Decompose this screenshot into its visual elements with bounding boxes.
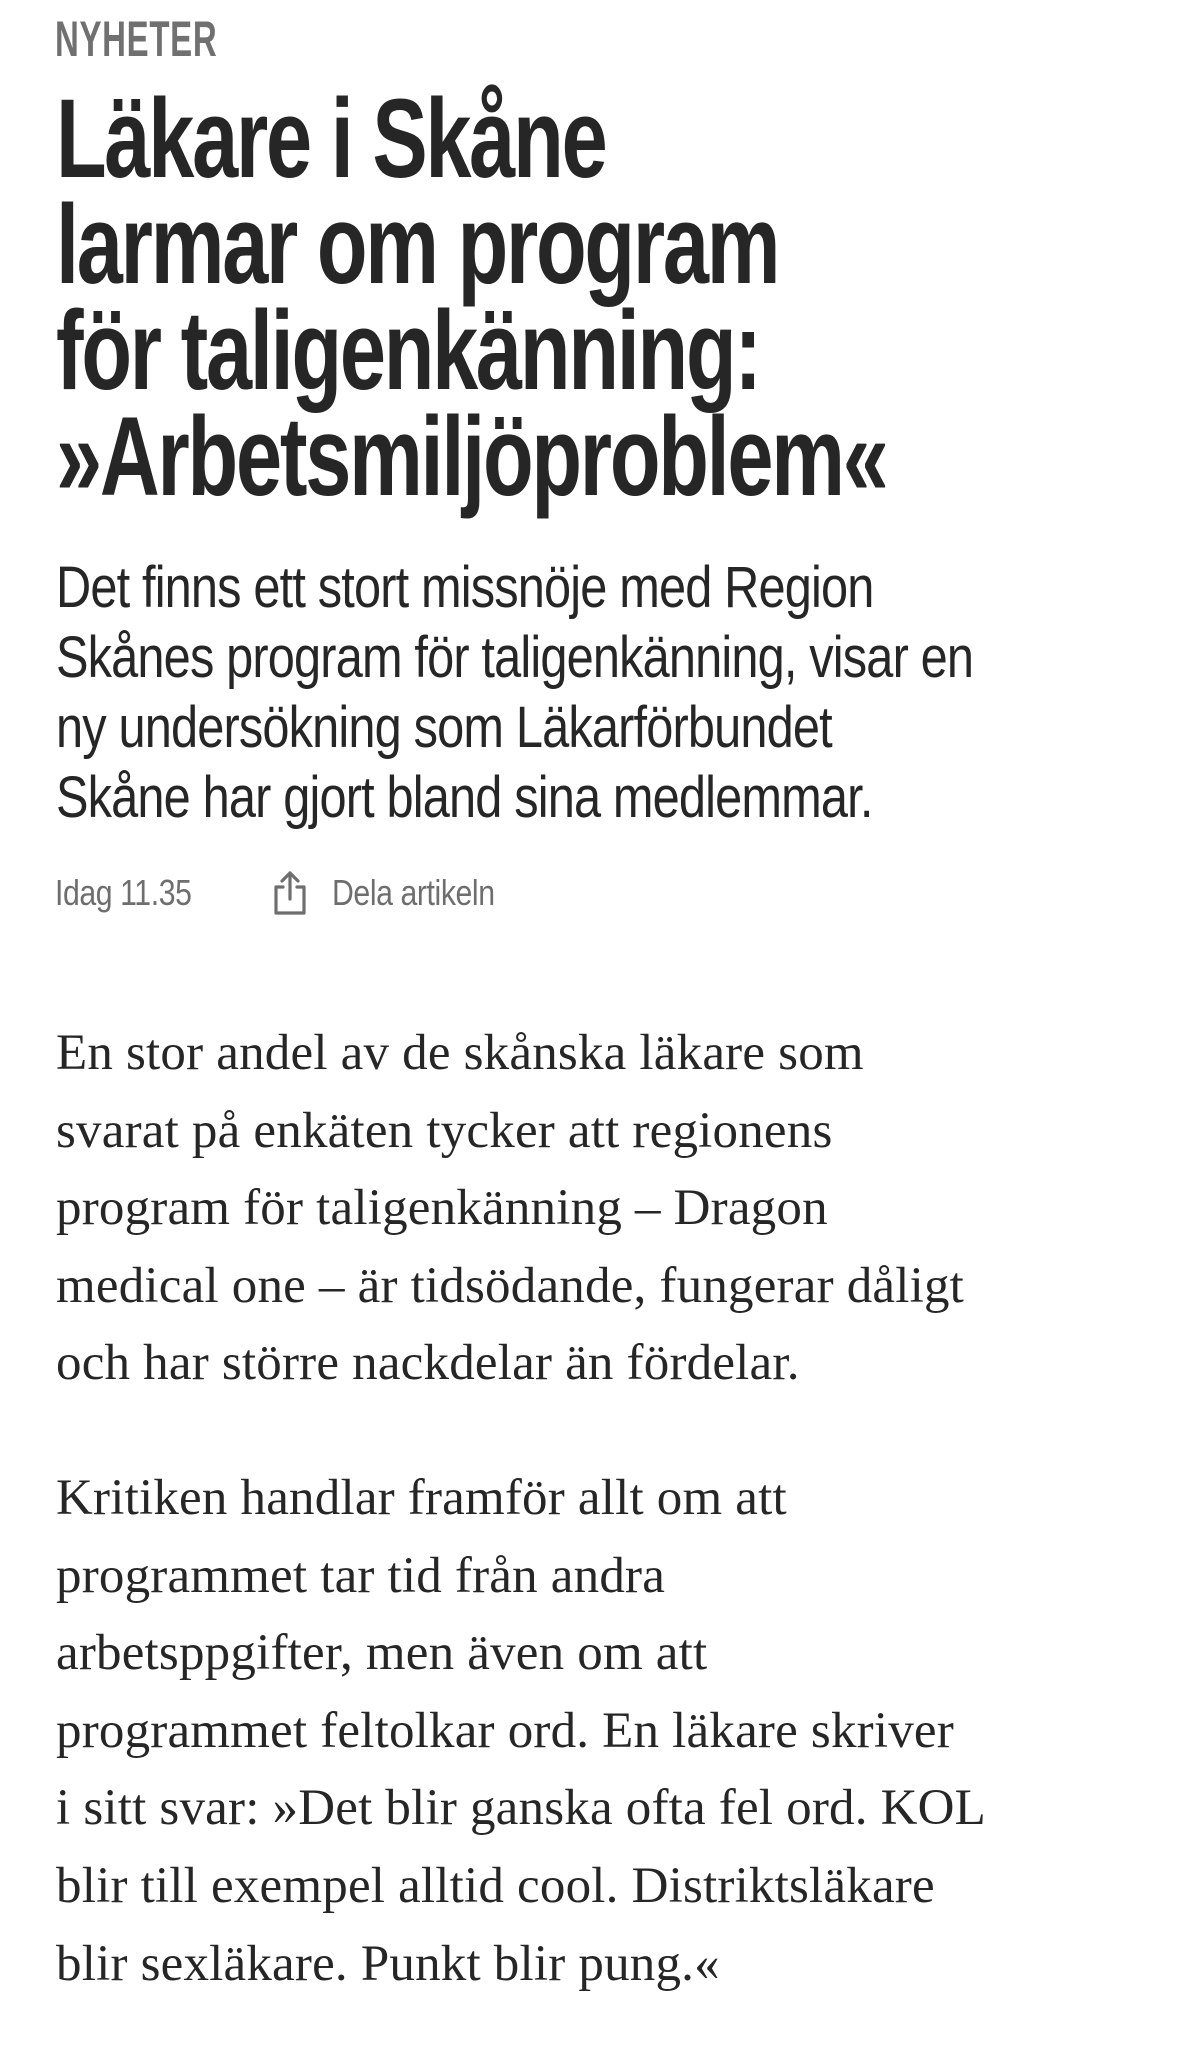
body-line: Kritiken handlar framför allt om att [56, 1469, 787, 1526]
share-label: Dela artikeln [332, 872, 495, 913]
headline-line: för taligenkänning: [56, 288, 760, 413]
lede-line: ny undersökning som Läkarförbundet [56, 695, 832, 760]
body-line: blir sexläkare. Punkt blir pung.« [56, 1935, 720, 1992]
article-meta [55, 868, 526, 918]
lede-line: Skåne har gjort bland sina medlemmar. [56, 765, 873, 830]
lede-line: Skånes program för taligenkänning, visar en [56, 625, 974, 690]
body-paragraph [56, 1460, 1156, 2003]
share-article-button[interactable] [270, 869, 526, 917]
headline-line: »Arbetsmiljöproblem« [56, 394, 887, 519]
body-line: medical one – är tidsödande, fungerar dåligt [56, 1257, 965, 1314]
share-icon [270, 869, 310, 917]
body-line: programmet tar tid från andra [56, 1547, 666, 1604]
lede-line: Det finns ett stort missnöje med Region [56, 555, 874, 620]
body-line: programmet feltolkar ord. En läkare skriver [56, 1702, 954, 1759]
section-label[interactable]: NYHETER [55, 11, 218, 67]
lede [56, 553, 1148, 833]
headline [56, 76, 1179, 519]
body-line: och har större nackdelar än fördelar. [56, 1335, 800, 1392]
publish-time: Idag 11.35 [55, 872, 192, 913]
body-paragraph [56, 1015, 1156, 1403]
headline-line: Läkare i Skåne [56, 76, 606, 201]
body-line: program för taligenkänning – Dragon [56, 1180, 828, 1237]
headline-line: larmar om program [56, 182, 779, 307]
body-line: blir till exempel alltid cool. Distriktsläkare [56, 1857, 935, 1914]
article-body [56, 1015, 1156, 2060]
body-line: En stor andel av de skånska läkare som [56, 1025, 864, 1081]
body-line: i sitt svar: »Det blir ganska ofta fel ord. KOL [56, 1780, 987, 1837]
body-line: arbetsppgifter, men även om att [56, 1625, 708, 1682]
body-line: svarat på enkäten tycker att regionens [56, 1102, 833, 1159]
